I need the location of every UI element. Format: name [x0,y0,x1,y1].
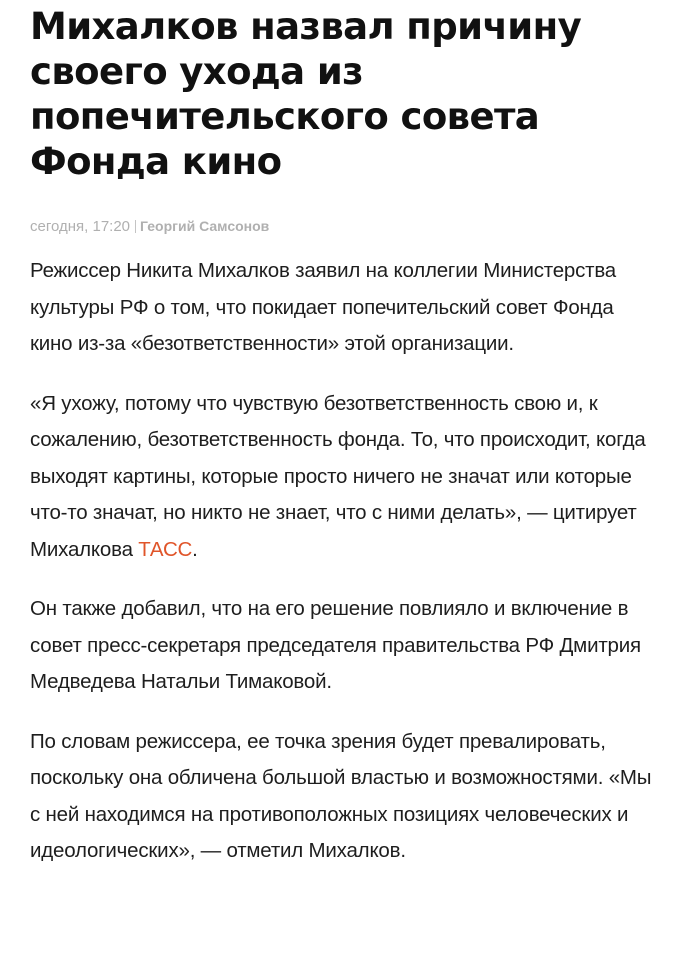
publish-date: сегодня, 17:20 [30,218,131,235]
paragraph-2 [30,386,660,569]
meta-divider [135,220,136,233]
article-body [30,253,660,870]
author-link[interactable]: Георгий Самсонов [140,218,270,234]
article-title: Михалков назвал причину своего ухода из попечительского совета Фонда кино [30,5,582,183]
paragraph-3: Он также добавил, что на его решение повлияло и включение в совет пресс-секретаря председателя правительства РФ Дмитрия Медведева Натальи Тимаковой. [30,597,641,693]
paragraph-4: По словам режиссера, ее точка зрения будет превалировать, поскольку она обличена большой властью и возможностями. «Мы с ней находимся на противоположных позициях человеческих и идеологических», — отметил Михалков. [30,729,652,862]
paragraph-2-end: . [192,537,198,561]
paragraph-2-text: «Я ухожу, потому что чувствую безответственность свою и, к сожалению, безответственность фонда. То, что происходит, когда выходят картины, которые просто ничего не значат или которые что-то значат, но никто не знает, что с ними делать», — цитирует Михалкова [30,391,646,561]
article [30,0,660,893]
source-link-tass[interactable]: ТАСС [138,537,193,561]
article-meta [30,216,660,236]
paragraph-1: Режиссер Никита Михалков заявил на коллегии Министерства культуры РФ о том, что покидает попечительский совет Фонда кино из-за «безответственности» этой организации. [30,259,617,355]
